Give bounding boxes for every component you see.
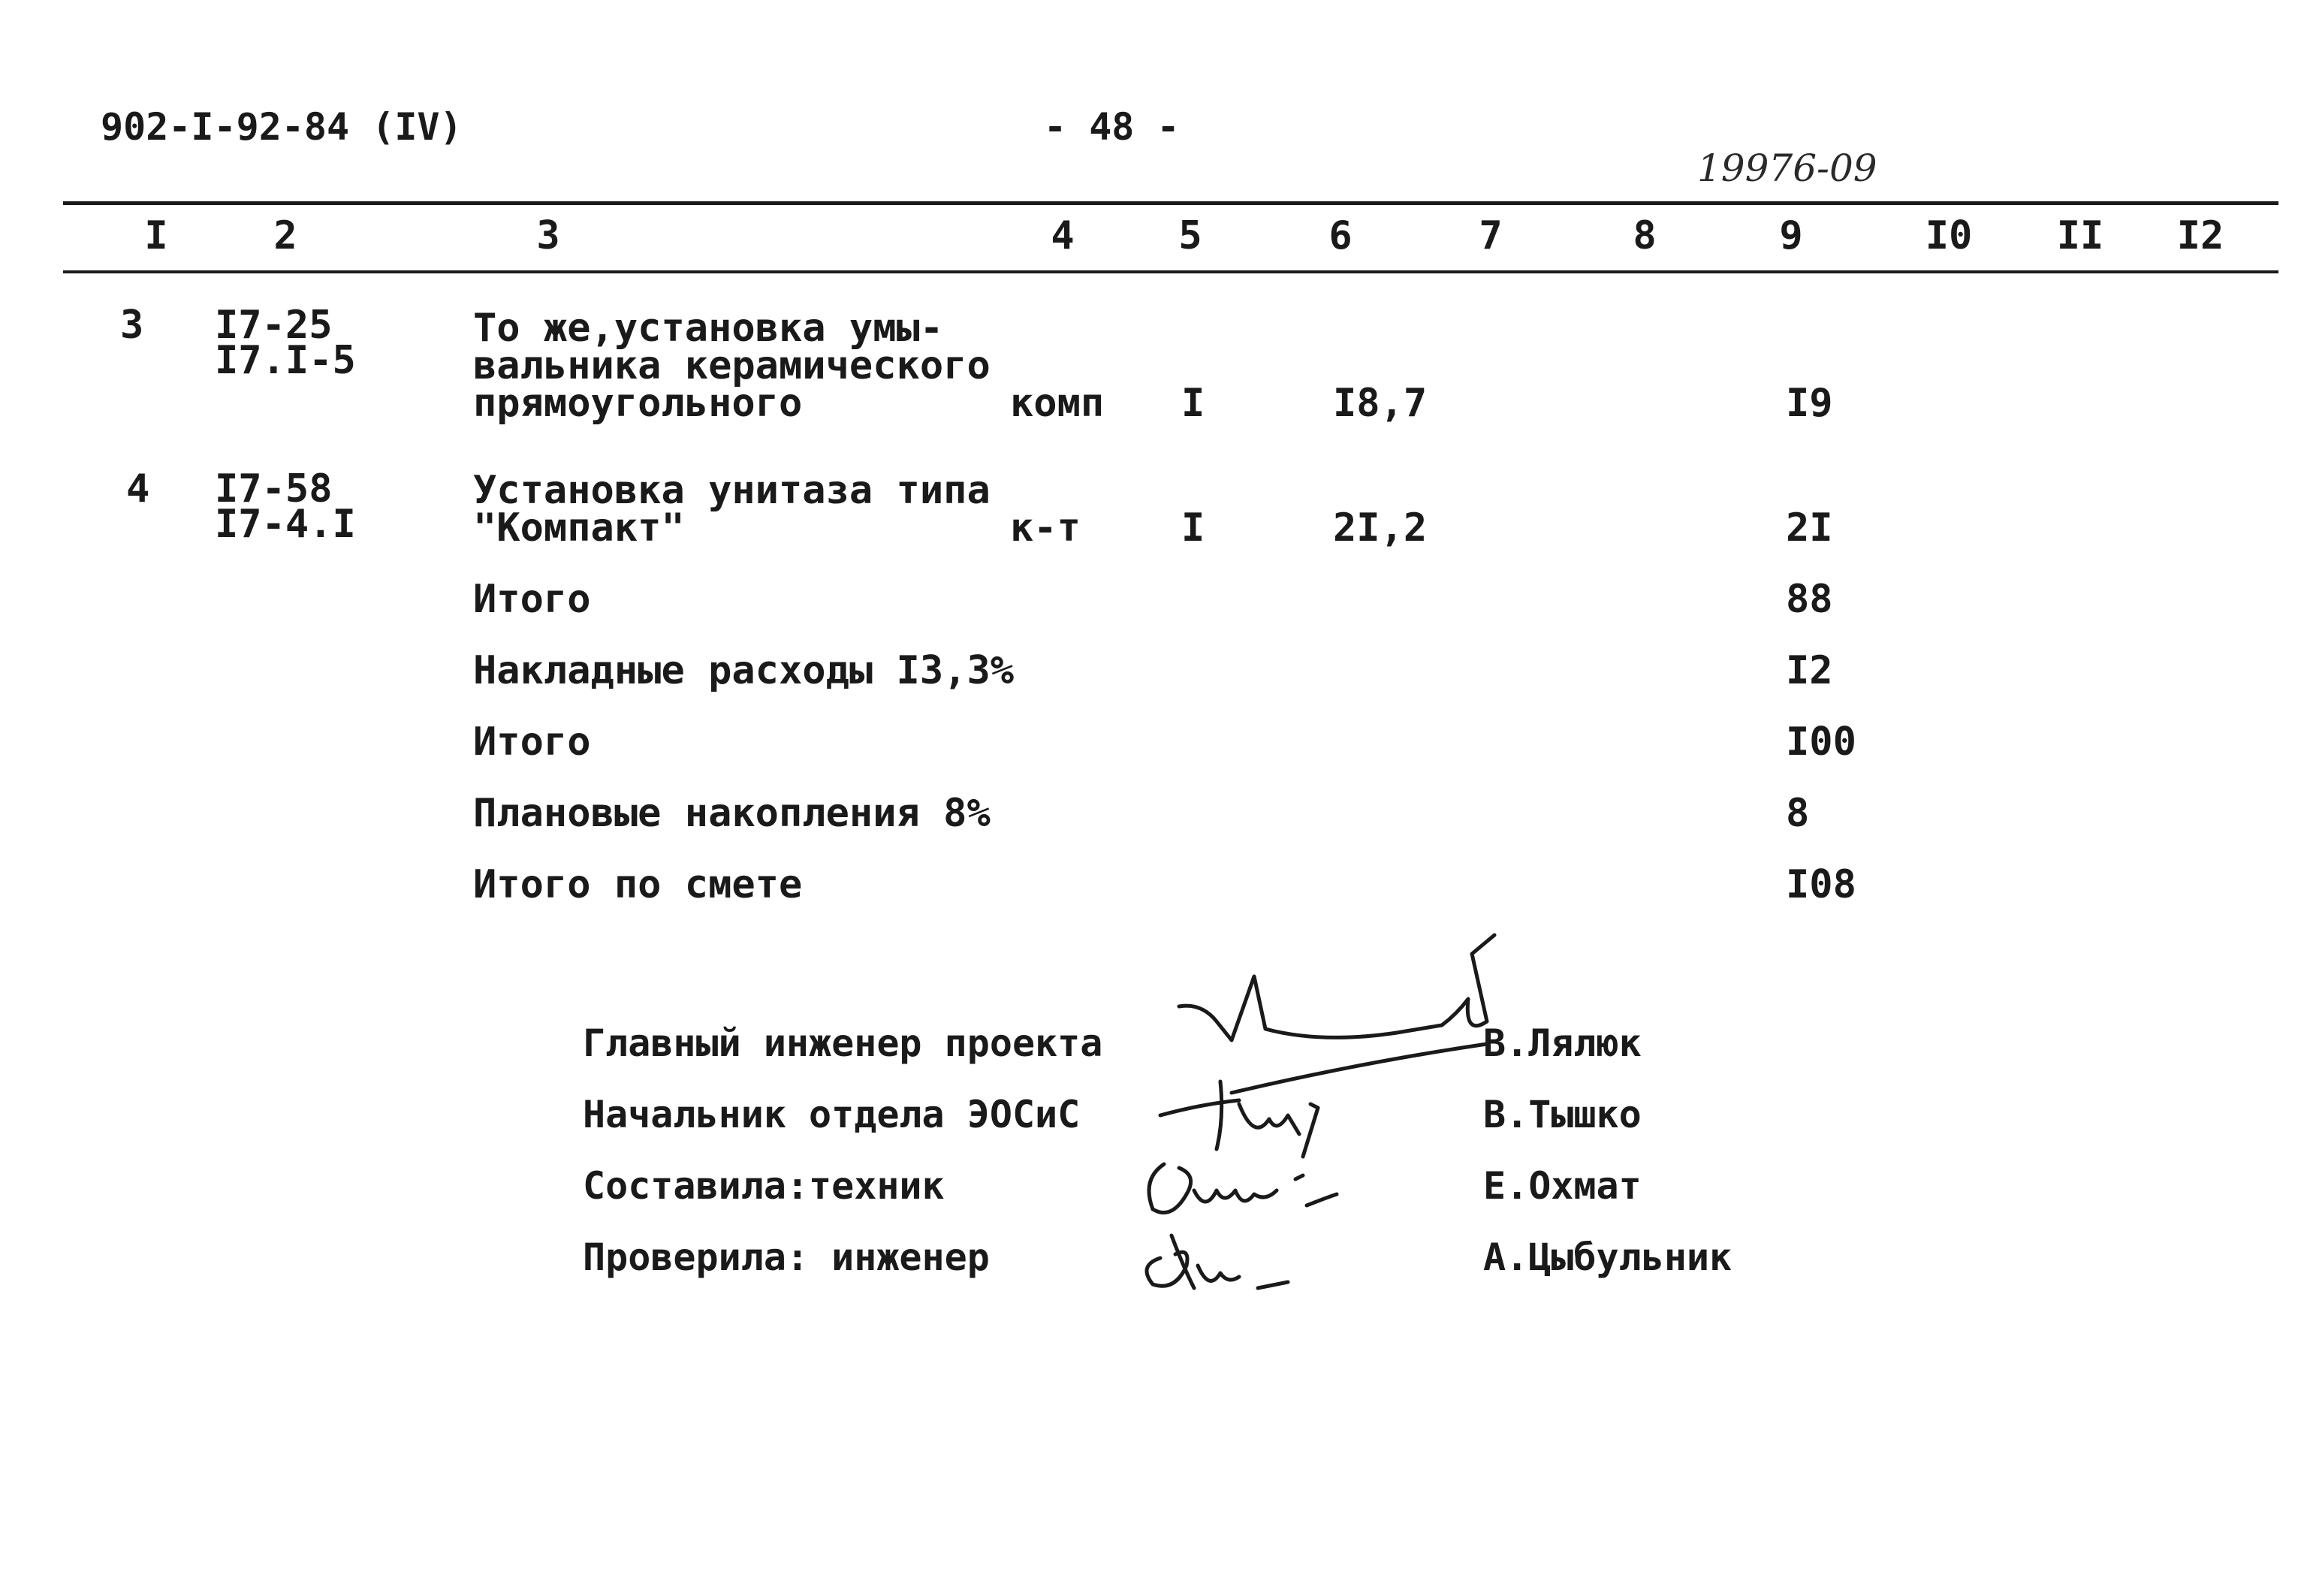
summary-label: Итого — [473, 577, 591, 622]
row-description-line: То же,установка умы- — [473, 306, 944, 351]
column-number-5: 5 — [1178, 213, 1202, 258]
signer-role: Начальник отдела ЭОСиС — [583, 1093, 1081, 1136]
column-number-1: I — [144, 213, 168, 258]
column-number-6: 6 — [1328, 213, 1353, 258]
summary-value: 88 — [1786, 577, 1833, 622]
row-code: I7-4.I — [215, 502, 356, 547]
column-number-9: 9 — [1779, 213, 1803, 258]
signer-role: Составила:техник — [583, 1164, 945, 1208]
summary-label: Итого — [473, 720, 591, 765]
signer-name: В.Лялюк — [1483, 1021, 1642, 1065]
column-number-3: 3 — [536, 213, 560, 258]
row-total: I9 — [1786, 381, 1833, 426]
summary-value: I08 — [1786, 862, 1856, 907]
column-number-7: 7 — [1479, 213, 1503, 258]
row-unit: комп — [1010, 381, 1105, 426]
table-header-top-rule — [63, 201, 2278, 205]
column-number-11: II — [2056, 213, 2104, 258]
document-code: 902-I-92-84 (IV) — [101, 105, 463, 149]
column-number-2: 2 — [273, 213, 297, 258]
summary-value: 8 — [1786, 791, 1810, 836]
row-code: I7-58 — [215, 466, 333, 511]
row-unit: к-т — [1010, 505, 1081, 551]
signer-role: Проверила: инженер — [583, 1235, 990, 1279]
column-number-4: 4 — [1051, 213, 1075, 258]
row-total: 2I — [1786, 505, 1833, 551]
row-quantity: I — [1181, 381, 1205, 426]
summary-label: Накладные расходы I3,3% — [473, 648, 1015, 693]
row-description-line: вальника керамического — [473, 343, 991, 388]
page-number: - 48 - — [1044, 105, 1180, 149]
signature-chief-engineer — [1172, 931, 1502, 1097]
summary-value: I2 — [1786, 648, 1833, 693]
signature-engineer — [1130, 1220, 1325, 1303]
signer-name: В.Тышко — [1483, 1093, 1642, 1136]
column-number-10: I0 — [1925, 213, 1973, 258]
summary-value: I00 — [1786, 720, 1856, 765]
column-number-8: 8 — [1633, 213, 1657, 258]
signer-name: А.Цыбульник — [1483, 1235, 1733, 1279]
row-description-line: "Компакт" — [473, 505, 685, 551]
row-unit-price: 2I,2 — [1333, 505, 1428, 551]
row-number: 4 — [126, 466, 150, 511]
summary-label: Итого по смете — [473, 862, 803, 907]
row-code: I7-25 — [215, 303, 333, 348]
summary-label: Плановые накопления 8% — [473, 791, 991, 836]
table-header-bottom-rule — [63, 270, 2278, 273]
row-number: 3 — [120, 303, 144, 348]
row-unit-price: I8,7 — [1333, 381, 1428, 426]
signature-technician — [1134, 1149, 1344, 1232]
row-code: I7.I-5 — [215, 338, 356, 383]
signer-name: Е.Охмат — [1483, 1164, 1642, 1208]
column-number-12: I2 — [2176, 213, 2224, 258]
inventory-number: 19976-09 — [1697, 146, 1877, 190]
row-description-line: Установка унитаза типа — [473, 468, 991, 513]
signer-role: Главный инженер проекта — [583, 1021, 1103, 1065]
row-quantity: I — [1181, 505, 1205, 551]
row-description-line: прямоугольного — [473, 381, 803, 426]
